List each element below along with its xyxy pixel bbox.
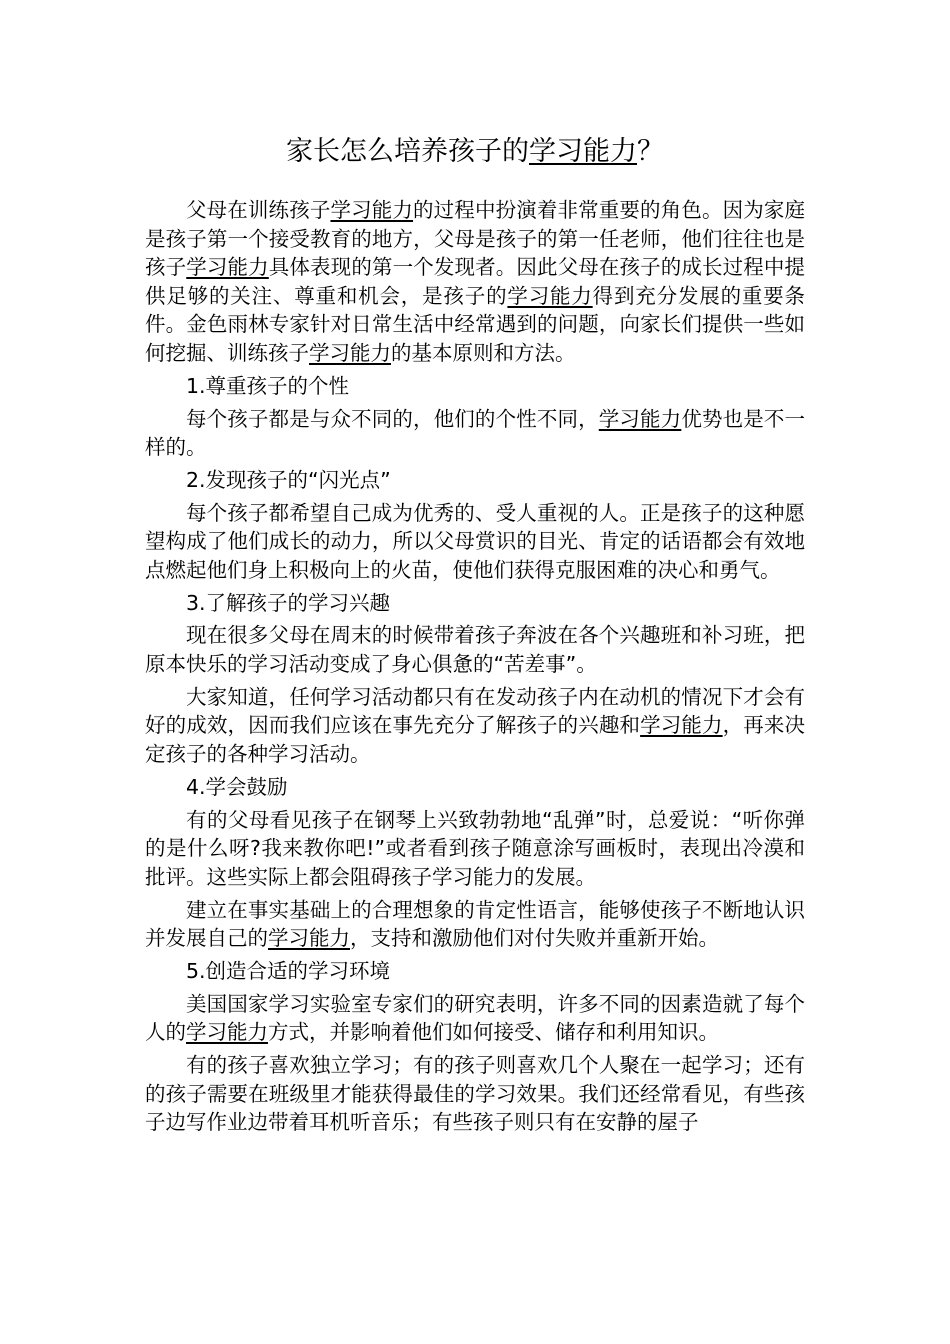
paragraph-text: ，支持和激励他们对付失败并重新开始。 (350, 926, 719, 951)
paragraph-text: 建立在事实基础上的合理想象的肯定性语言，能够使孩子不断地认识并发展自己的 (145, 897, 805, 951)
title-link[interactable]: 学习能力 (529, 136, 637, 167)
paragraph-text: 大家知道，任何学习活动都只有在发动孩子内在动机的情况下才会有好的成效，因而我们应该在事先充分了解孩子的兴趣和 (145, 684, 805, 738)
page-title (145, 132, 805, 172)
keyword-link[interactable]: 学习能力 (330, 198, 414, 222)
body-paragraph (145, 806, 805, 892)
paragraph-text: 父母在训练孩子 (186, 198, 331, 222)
body-paragraph (145, 1051, 805, 1137)
body-paragraph (145, 683, 805, 769)
keyword-link[interactable]: 学习能力 (309, 340, 391, 365)
keyword-link[interactable]: 学习能力 (598, 406, 682, 431)
section-heading: 1.尊重孩子的个性 (186, 373, 350, 398)
article-body (145, 196, 805, 1141)
paragraph-text: 每个孩子都希望自己成为优秀的、受人重视的人。正是孩子的这种愿望构成了他们成长的动力，所以父母赏识的目光、肯定的话语都会有效地点燃起他们身上积极向上的火苗，使他们获得克服困难的决心和勇气。 (145, 500, 805, 582)
keyword-link[interactable]: 学习能力 (640, 713, 723, 738)
paragraph-text: ，再来决定孩子的各种学习活动。 (145, 713, 806, 766)
section-heading: 3.了解孩子的学习兴趣 (186, 590, 391, 615)
section-heading: 4.学会鼓励 (186, 774, 288, 799)
paragraph-text: 的基本原则和方法。 (391, 340, 576, 365)
keyword-link[interactable]: 学习能力 (268, 926, 350, 951)
body-paragraph (145, 499, 805, 585)
body-paragraph (145, 990, 805, 1047)
paragraph-text: 优势也是不一样的。 (145, 406, 806, 460)
paragraph-text: 具体表现的第一个发现者。因此父母在孩子的成长过程中提供足够的关注、尊重和机会，是孩子的 (145, 255, 806, 308)
body-paragraph (145, 621, 805, 678)
paragraph-text: 方式，并影响着他们如何接受、储存和利用知识。 (268, 1020, 719, 1045)
title-prefix: 家长怎么培养孩子的 (286, 136, 529, 167)
paragraph-text: 现在很多父母在周末的时候带着孩子奔波在各个兴趣班和补习班，把原本快乐的学习活动变成了身心俱惫的“苦差事”。 (145, 623, 805, 677)
keyword-link[interactable]: 学习能力 (186, 1020, 268, 1045)
paragraph-text: 每个孩子都是与众不同的，他们的个性不同， (186, 406, 599, 431)
body-paragraph (145, 196, 805, 368)
paragraph-text: 有的孩子喜欢独立学习；有的孩子则喜欢几个人聚在一起学习；还有的孩子需要在班级里才能获得最佳的学习效果。我们还经常看见，有些孩子边写作业边带着耳机听音乐；有些孩子则只有在安静的屋子 (145, 1053, 805, 1135)
paragraph-text: 美国国家学习实验室专家们的研究表明，许多不同的因素造就了每个人的 (145, 991, 805, 1045)
section-heading: 5.创造合适的学习环境 (186, 958, 391, 983)
paragraph-text: 有的父母看见孩子在钢琴上兴致勃勃地“乱弹”时，总爱说：“听你弹的是什么呀?我来教你吧!”或者看到孩子随意涂写画板时，表现出冷漠和批评。这些实际上都会阻碍孩子学习能力的发展。 (145, 807, 805, 889)
paragraph-text: 得到充分发展的重要条件。金色雨林专家针对日常生活中经常遇到的问题，向家长们提供一些如何挖掘、训练孩子 (145, 283, 806, 365)
paragraph-text: 的过程中扮演着非常重要的角色。因为家庭是孩子第一个接受教育的地方，父母是孩子的第一任老师，他们往往也是孩子 (145, 198, 806, 280)
section-heading: 2.发现孩子的“闪光点” (186, 467, 391, 492)
body-paragraph (145, 405, 805, 462)
body-paragraph (145, 896, 805, 953)
title-suffix: ？ (637, 136, 664, 167)
keyword-link[interactable]: 学习能力 (507, 283, 593, 308)
keyword-link[interactable]: 学习能力 (186, 255, 269, 280)
